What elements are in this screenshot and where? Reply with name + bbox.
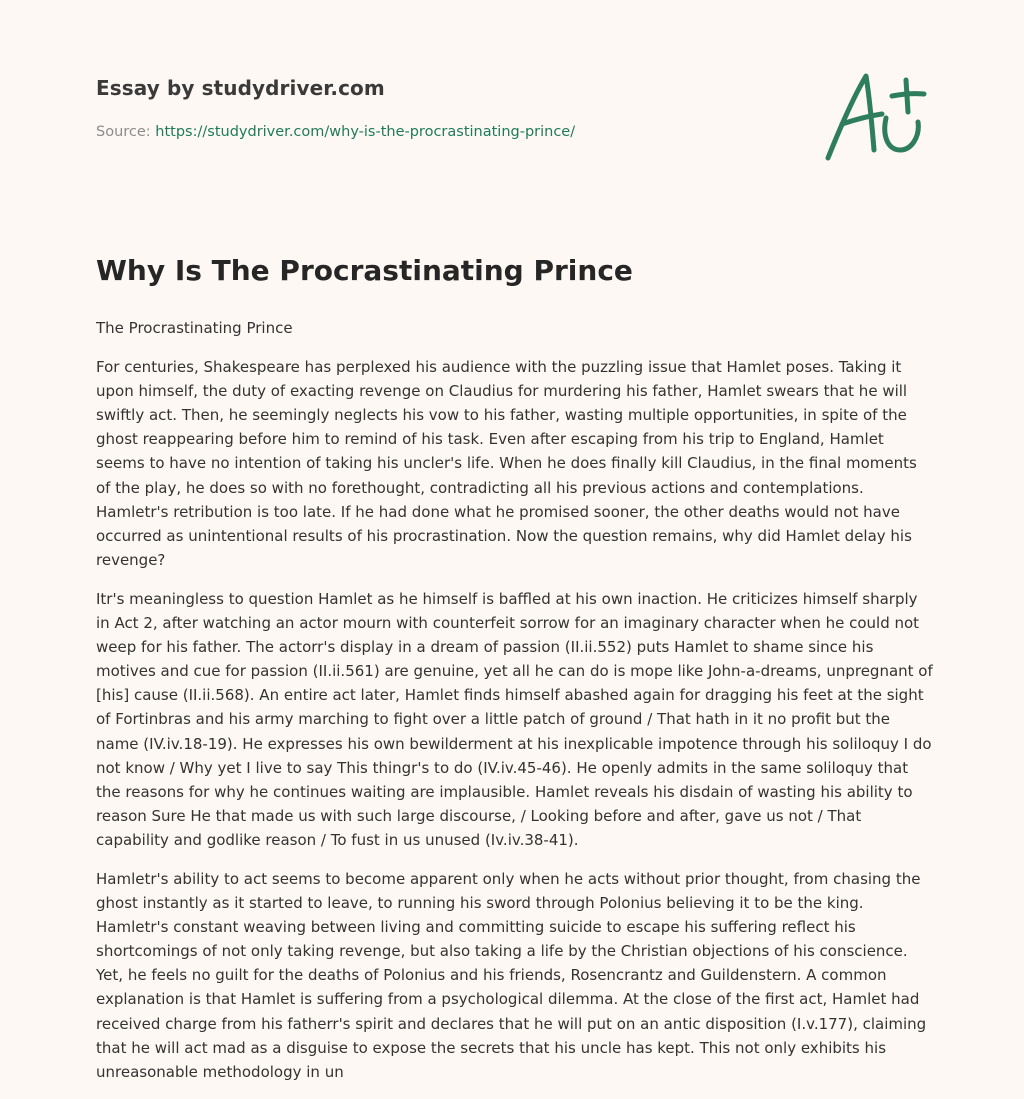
paragraph: Hamletr's ability to act seems to become apparent only when he acts without prior thought, from chasing the ghost instantly as it started to leave, to running his sword through Polonius believing it to be the king. Hamletr's constant weaving between living and committing suicide to escape his suffering reflect his shortcomings of not only taking revenge, but also taking a life by the Christian objections of his conscience. Yet, he feels no guilt for the deaths of Polonius and his friends, Rosencrantz and Guildenstern. A common explanation is that Hamlet is suffering from a psychological dilemma. At the close of the first act, Hamlet had received charge from his fatherr's spirit and declares that he will put on an antic disposition (I.v.177), claiming that he will act mad as a disguise to expose the secrets that his uncle has kept. This not only exhibits his unreasonable methodology in un (96, 869, 927, 1081)
source-label: Source: (96, 124, 151, 140)
essay-body (96, 316, 934, 1099)
source-link[interactable]: https://studydriver.com/why-is-the-procrastinating-prince/ (155, 124, 576, 140)
paragraph: For centuries, Shakespeare has perplexed his audience with the puzzling issue that Hamlet poses. Taking it upon himself, the duty of exacting revenge on Claudius for murdering his father, Hamlet swears that he will swiftly act. Then, he seemingly neglects his vow to his father, wasting multiple opportunities, in spite of the ghost reappearing before him to remind of his task. Even after escaping from his trip to England, Hamlet seems to have no intention of taking his uncler's life. When he does finally kill Claudius, in the final moments of the play, he does so with no forethought, contradicting all his previous actions and contemplations. Hamletr's retribution is too late. If he had done what he promised sooner, the other deaths would not have occurred as unintentional results of his procrastination. Now the question remains, why did Hamlet delay his revenge? (96, 358, 917, 569)
a-plus-logo-icon (822, 66, 932, 166)
paragraph: Itr's meaningless to question Hamlet as he himself is baffled at his own inaction. He criticizes himself sharply in Act 2, after watching an actor mourn with counterfeit sorrow for an imaginary character when he could not weep for his father. The actorr's display in a dream of passion (II.ii.552) puts Hamlet to shame since his motives and cue for passion (II.ii.561) are genuine, yet all he can do is mope like John-a-dreams, unpregnant of [his] cause (II.ii.568). An entire act later, Hamlet finds himself abashed again for dragging his feet at the sight of Fortinbras and his army marching to fight over a little patch of ground / That hath in it no profit but the name (IV.iv.18-19). He expresses his own bewilderment at his inexplicable impotence through his soliloquy I do not know / Why yet I live to say This thingr's to do (IV.iv.45-46). He openly admits in the same soliloquy that the reasons for why he continues waiting are implausible. Hamlet reveals his disdain of wasting his ability to reason Sure He that made us with such large discourse, / Looking before and after, gave us not / That capability and godlike reason / To fust in us unused (Iv.iv.38-41). (96, 589, 933, 849)
essay-title: Why Is The Procrastinating Prince (96, 254, 633, 287)
essay-subtitle: The Procrastinating Prince (96, 319, 293, 337)
source-line (96, 124, 796, 140)
document-header (96, 76, 796, 140)
brand-title: Essay by studydriver.com (96, 76, 385, 100)
